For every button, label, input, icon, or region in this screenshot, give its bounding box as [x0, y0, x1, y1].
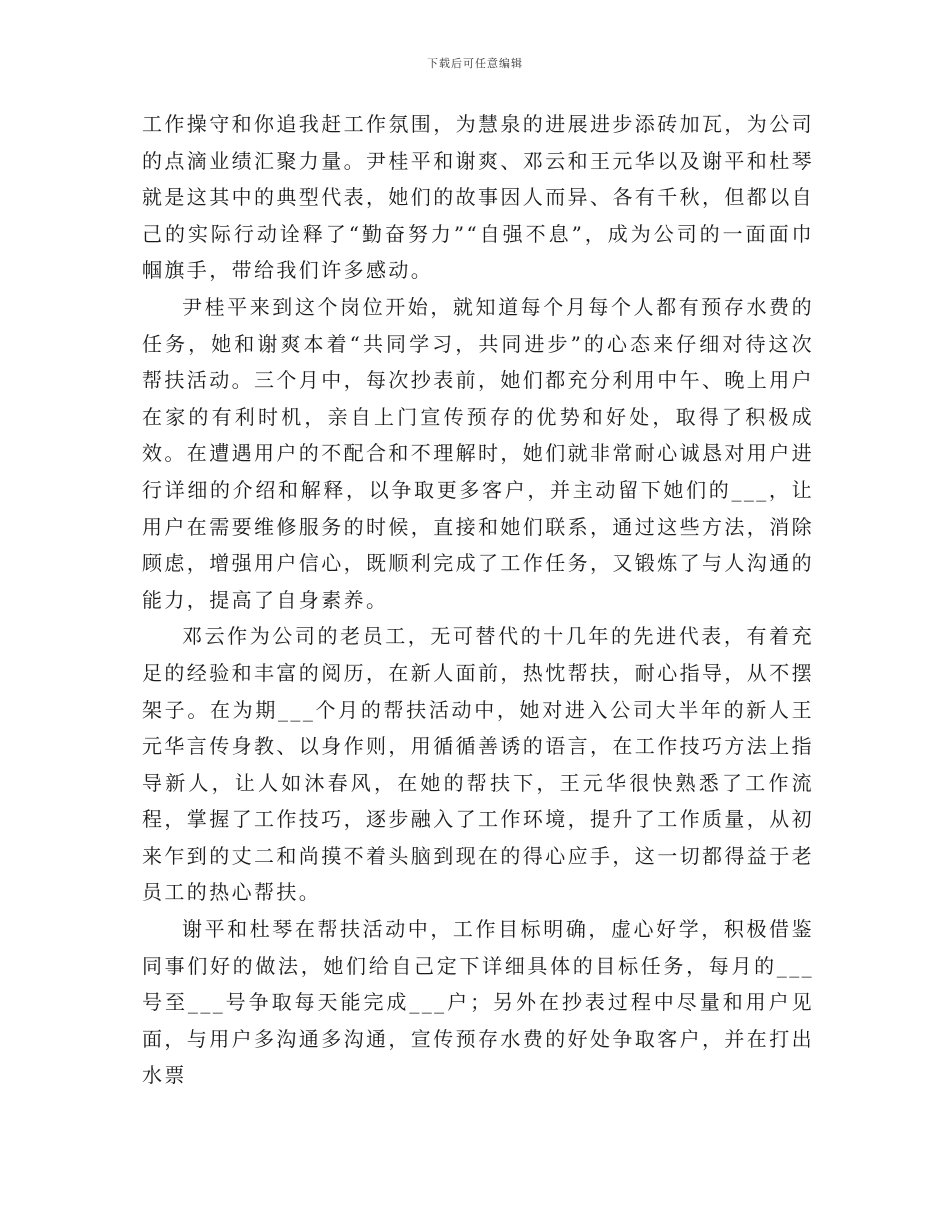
page-header: 下载后可任意编辑 [427, 57, 523, 70]
paragraph-1: 工作操守和你追我赶工作氛围，为慧泉的进展进步添砖加瓦，为公司的点滴业绩汇聚力量。尹桂平和谢爽、邓云和王元华以及谢平和杜琴就是这其中的典型代表，她们的故事因人而异、各有千秋，但都以自己的实际行动诠释了“勤奋努力”“自强不息”，成为公司的一面面巾帼旗手，带给我们许多感动。 [142, 112, 814, 283]
document-body [142, 106, 814, 1094]
paragraph-4: 谢平和杜琴在帮扶活动中，工作目标明确，虚心好学，积极借鉴同事们好的做法，她们给自己定下详细具体的目标任务，每月的___号至___号争取每天能完成___户；另外在抄表过程中尽量和用户见面，与用户多沟通多沟通，宣传预存水费的好处争取客户，并在打出水票 [142, 917, 814, 1088]
paragraph-3: 邓云作为公司的老员工，无可替代的十几年的先进代表，有着充足的经验和丰富的阅历，在新人面前，热忱帮扶，耐心指导，从不摆架子。在为期___个月的帮扶活动中，她对进入公司大半年的新人王元华言传身教、以身作则，用循循善诱的语言，在工作技巧方法上指导新人，让人如沐春风，在她的帮扶下，王元华很快熟悉了工作流程，掌握了工作技巧，逐步融入了工作环境，提升了工作质量，从初来乍到的丈二和尚摸不着头脑到现在的得心应手，这一切都得益于老员工的热心帮扶。 [142, 624, 814, 905]
paragraph-2: 尹桂平来到这个岗位开始，就知道每个月每个人都有预存水费的任务，她和谢爽本着“共同学习，共同进步”的心态来仔细对待这次帮扶活动。三个月中，每次抄表前，她们都充分利用中午、晚上用户在家的有利时机，亲自上门宣传预存的优势和好处，取得了积极成效。在遭遇用户的不配合和不理解时，她们就非常耐心诚恳对用户进行详细的介绍和解释，以争取更多客户，并主动留下她们的___，让用户在需要维修服务的时候，直接和她们联系，通过这些方法，消除顾虑，增强用户信心，既顺利完成了工作任务，又锻炼了与人沟通的能力，提高了自身素养。 [142, 294, 814, 612]
